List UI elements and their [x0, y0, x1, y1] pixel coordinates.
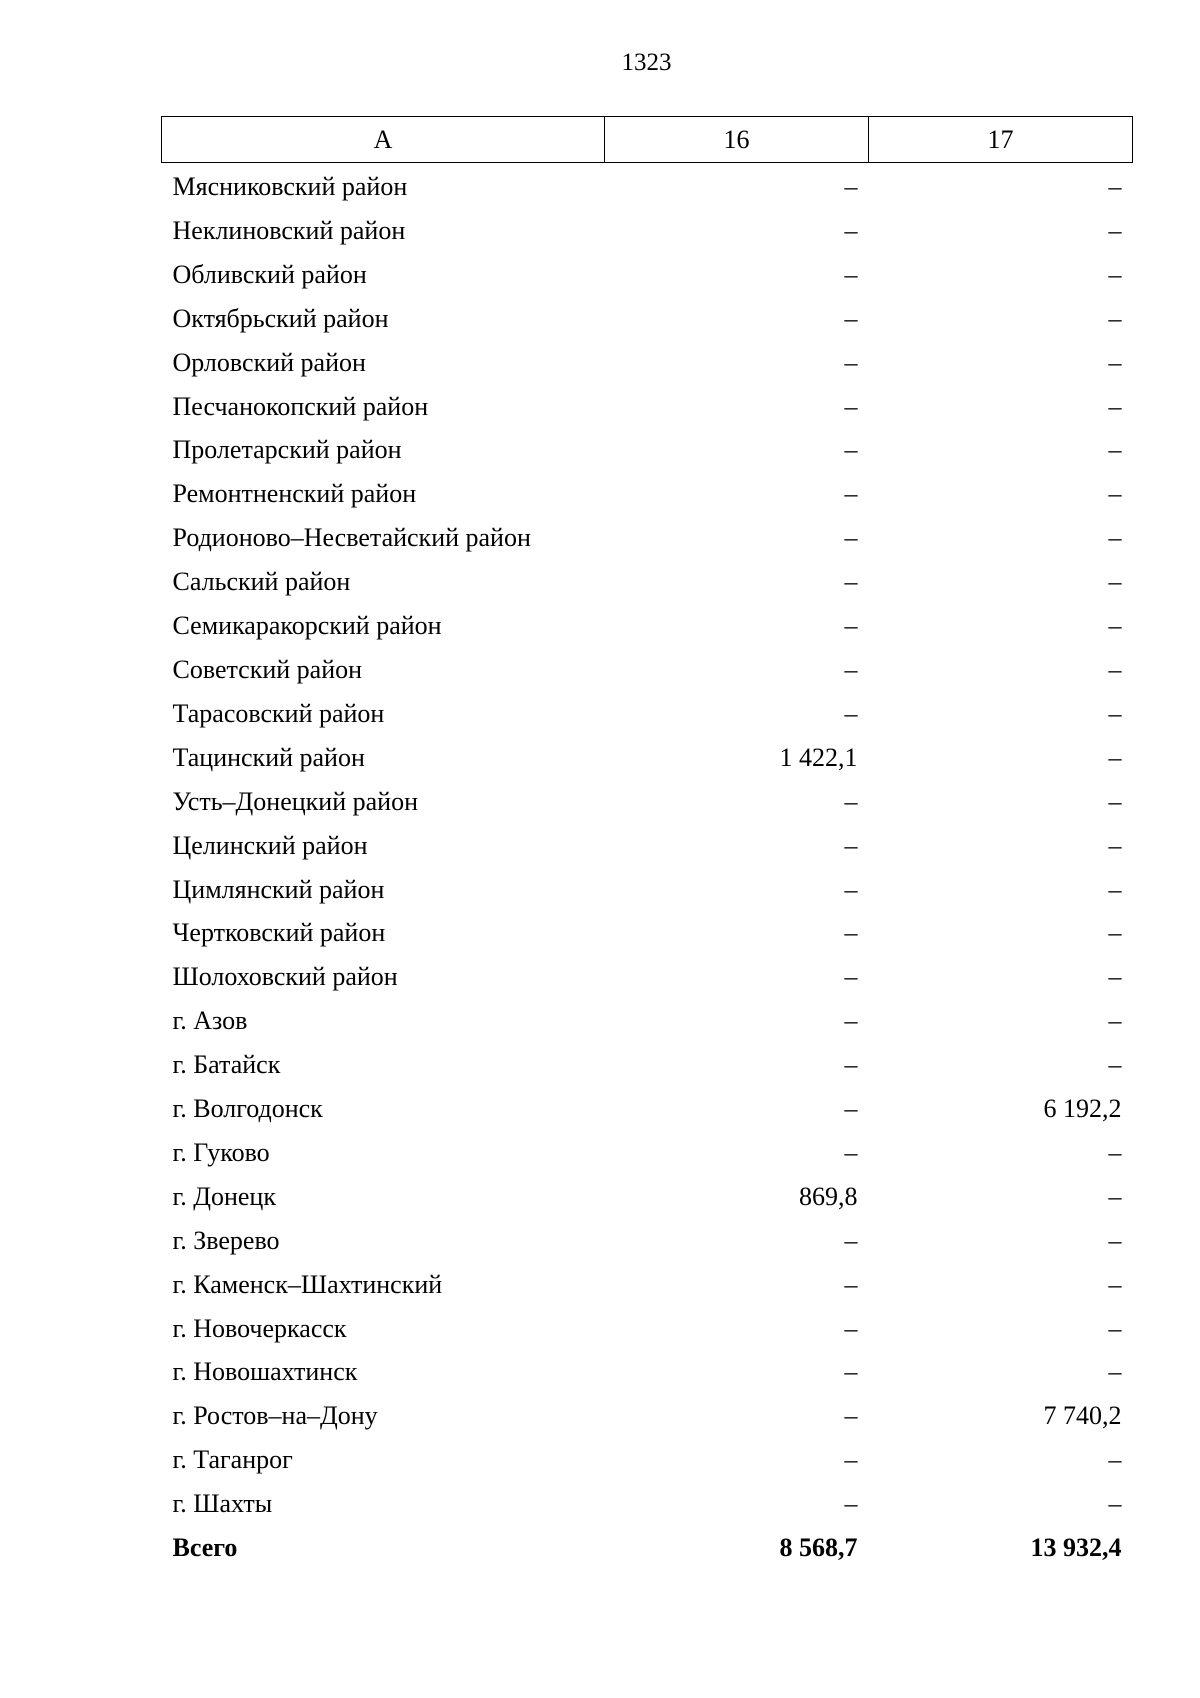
- table-row: [162, 1482, 1133, 1526]
- row-value-col-17: –: [1108, 1225, 1122, 1255]
- table-row: [162, 1350, 1133, 1394]
- table-row: [162, 341, 1133, 385]
- budget-table: [161, 116, 1133, 1570]
- row-value-col-17: –: [1108, 698, 1122, 728]
- row-name: Тарасовский район: [172, 698, 385, 728]
- row-value-col-16: –: [844, 435, 858, 465]
- row-value-col-16: –: [844, 654, 858, 684]
- table-row: [162, 163, 1133, 209]
- row-name: г. Шахты: [172, 1489, 273, 1519]
- row-value-col-16: –: [844, 259, 858, 289]
- row-value-col-16: –: [844, 1137, 858, 1167]
- page-number: 1323: [621, 49, 672, 76]
- table-row: [162, 560, 1133, 604]
- row-value-col-17: –: [1108, 1050, 1122, 1080]
- total-label: Всего: [172, 1533, 238, 1563]
- table-row: [162, 1043, 1133, 1087]
- table-row: [162, 648, 1133, 692]
- table-row: [162, 1087, 1133, 1131]
- row-value-col-16: –: [844, 172, 858, 201]
- row-value-col-16: –: [844, 962, 858, 992]
- row-value-col-16: –: [844, 1269, 858, 1299]
- table-row: [162, 385, 1133, 429]
- row-name: Усть–Донецкий район: [172, 786, 418, 816]
- row-name: г. Новочеркасск: [172, 1313, 347, 1343]
- row-name: Пролетарский район: [172, 435, 402, 465]
- table-row: [162, 1175, 1133, 1219]
- table-row: [162, 1263, 1133, 1307]
- row-value-col-17: –: [1108, 874, 1122, 904]
- row-value-col-17: –: [1108, 479, 1122, 509]
- total-col-16: 8 568,7: [779, 1533, 858, 1563]
- header-col-a: А: [162, 117, 605, 163]
- row-value-col-17: –: [1108, 215, 1122, 245]
- row-name: Цимлянский район: [172, 874, 385, 904]
- table-row: [162, 1219, 1133, 1263]
- row-value-col-17: –: [1108, 172, 1122, 201]
- row-value-col-16: 1 422,1: [779, 742, 858, 772]
- row-value-col-16: –: [844, 215, 858, 245]
- row-name: г. Таганрог: [172, 1445, 293, 1475]
- table-row: [162, 999, 1133, 1043]
- row-name: г. Ростов–на–Дону: [172, 1401, 378, 1431]
- row-name: Сальский район: [172, 567, 351, 597]
- row-name: Мясниковский район: [172, 172, 408, 201]
- row-value-col-17: –: [1108, 742, 1122, 772]
- row-value-col-17: –: [1108, 391, 1122, 421]
- row-value-col-16: –: [844, 698, 858, 728]
- row-name: Семикаракорский район: [172, 611, 442, 641]
- table-row: [162, 209, 1133, 253]
- table-header: [162, 117, 1133, 163]
- row-value-col-17: –: [1108, 1006, 1122, 1036]
- total-row: [162, 1526, 1133, 1570]
- row-name: Обливский район: [172, 259, 367, 289]
- table-row: [162, 868, 1133, 912]
- row-value-col-16: –: [844, 611, 858, 641]
- row-value-col-17: 7 740,2: [1043, 1401, 1122, 1431]
- row-value-col-16: –: [844, 567, 858, 597]
- table-row: [162, 1131, 1133, 1175]
- total-col-17: 13 932,4: [1030, 1533, 1122, 1563]
- row-value-col-17: –: [1108, 1269, 1122, 1299]
- row-name: Октябрьский район: [172, 303, 389, 333]
- table-body: [162, 163, 1133, 1571]
- row-value-col-17: –: [1108, 786, 1122, 816]
- row-value-col-17: –: [1108, 567, 1122, 597]
- row-name: Чертковский район: [172, 918, 386, 948]
- row-value-col-17: –: [1108, 259, 1122, 289]
- row-value-col-16: –: [844, 303, 858, 333]
- table-row: [162, 736, 1133, 780]
- row-value-col-17: –: [1108, 1181, 1122, 1211]
- table-row: [162, 911, 1133, 955]
- row-value-col-17: –: [1108, 1489, 1122, 1519]
- row-name: г. Волгодонск: [172, 1094, 323, 1124]
- row-value-col-17: –: [1108, 918, 1122, 948]
- row-value-col-17: –: [1108, 1313, 1122, 1343]
- row-value-col-16: –: [844, 1401, 858, 1431]
- row-value-col-16: –: [844, 786, 858, 816]
- row-name: Родионово–Несветайский район: [172, 523, 531, 553]
- row-name: г. Батайск: [172, 1050, 281, 1080]
- row-value-col-16: –: [844, 1313, 858, 1343]
- row-value-col-16: –: [844, 1006, 858, 1036]
- row-value-col-16: –: [844, 1489, 858, 1519]
- row-name: Шолоховский район: [172, 962, 398, 992]
- row-value-col-16: –: [844, 347, 858, 377]
- table-row: [162, 1307, 1133, 1351]
- header-row: [162, 117, 1133, 163]
- table-row: [162, 516, 1133, 560]
- table-row: [162, 472, 1133, 516]
- row-name: г. Донецк: [172, 1181, 276, 1211]
- row-value-col-16: –: [844, 391, 858, 421]
- table-row: [162, 692, 1133, 736]
- header-col-17: 17: [869, 117, 1133, 163]
- row-value-col-17: –: [1108, 611, 1122, 641]
- row-value-col-17: –: [1108, 523, 1122, 553]
- row-value-col-17: –: [1108, 1445, 1122, 1475]
- table-row: [162, 1438, 1133, 1482]
- row-value-col-16: –: [844, 479, 858, 509]
- row-name: Целинский район: [172, 830, 368, 860]
- table-row: [162, 604, 1133, 648]
- row-value-col-17: –: [1108, 654, 1122, 684]
- row-value-col-16: 869,8: [799, 1181, 858, 1211]
- row-value-col-16: –: [844, 1094, 858, 1124]
- row-name: г. Азов: [172, 1006, 248, 1036]
- row-value-col-16: –: [844, 1225, 858, 1255]
- header-col-16: 16: [605, 117, 869, 163]
- row-value-col-16: –: [844, 830, 858, 860]
- row-value-col-17: –: [1108, 1137, 1122, 1167]
- row-name: Неклиновский район: [172, 215, 406, 245]
- table-row: [162, 824, 1133, 868]
- table-row: [162, 1394, 1133, 1438]
- row-value-col-16: –: [844, 874, 858, 904]
- table-row: [162, 780, 1133, 824]
- row-value-col-17: –: [1108, 435, 1122, 465]
- row-value-col-17: –: [1108, 962, 1122, 992]
- row-value-col-17: –: [1108, 303, 1122, 333]
- row-name: Орловский район: [172, 347, 366, 377]
- row-name: г. Новошахтинск: [172, 1357, 358, 1387]
- row-value-col-17: –: [1108, 1357, 1122, 1387]
- row-value-col-16: –: [844, 1050, 858, 1080]
- row-value-col-16: –: [844, 1357, 858, 1387]
- row-name: Песчанокопский район: [172, 391, 429, 421]
- row-value-col-17: –: [1108, 347, 1122, 377]
- table-row: [162, 253, 1133, 297]
- row-name: Советский район: [172, 654, 363, 684]
- row-value-col-16: –: [844, 918, 858, 948]
- row-name: Ремонтненский район: [172, 479, 417, 509]
- row-value-col-16: –: [844, 1445, 858, 1475]
- row-value-col-17: 6 192,2: [1043, 1094, 1122, 1124]
- table-row: [162, 428, 1133, 472]
- row-name: г. Каменск–Шахтинский: [172, 1269, 443, 1299]
- row-value-col-16: –: [844, 523, 858, 553]
- row-value-col-17: –: [1108, 830, 1122, 860]
- row-name: г. Зверево: [172, 1225, 280, 1255]
- table-row: [162, 955, 1133, 999]
- row-name: г. Гуково: [172, 1137, 270, 1167]
- table-row: [162, 297, 1133, 341]
- row-name: Тацинский район: [172, 742, 365, 772]
